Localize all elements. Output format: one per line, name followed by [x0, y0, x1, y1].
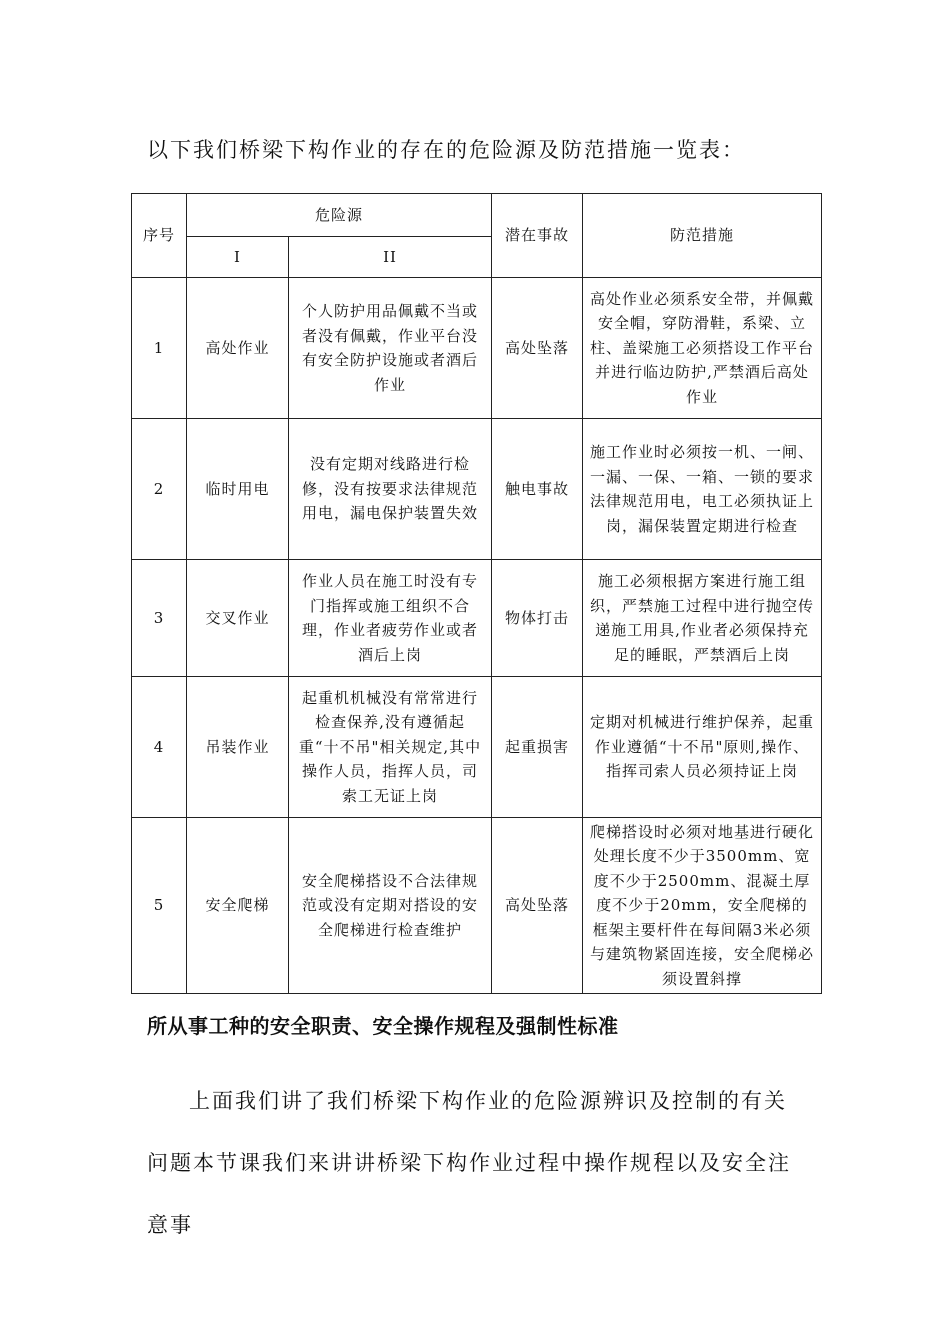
table-row [132, 278, 822, 419]
table-row [132, 419, 822, 560]
header-hazard-1: I [187, 237, 289, 278]
row-hazard: 没有定期对线路进行检修，没有按要求法律规范用电，漏电保护装置失效 [289, 419, 492, 560]
table-row [132, 677, 822, 818]
table-row [132, 560, 822, 677]
row-accident: 物体打击 [492, 560, 583, 677]
row-measures: 高处作业必须系安全带，并佩戴安全帽，穿防滑鞋，系梁、立柱、盖梁施工必须搭设工作平台并进行临边防护,严禁酒后高处作业 [583, 278, 822, 419]
row-hazard: 作业人员在施工时没有专门指挥或施工组织不合理，作业者疲劳作业或者酒后上岗 [289, 560, 492, 677]
row-measures: 定期对机械进行维护保养，起重作业遵循“十不吊"原则,操作、指挥司索人员必须持证上岗 [583, 677, 822, 818]
row-measures: 施工作业时必须按一机、一闸、一漏、一保、一箱、一锁的要求法律规范用电，电工必须执证上岗，漏保装置定期进行检查 [583, 419, 822, 560]
row-hazard: 个人防护用品佩戴不当或者没有佩戴，作业平台没有安全防护设施或者酒后作业 [289, 278, 492, 419]
row-hazard: 起重机机械没有常常进行检查保养,没有遵循起重“十不吊"相关规定,其中操作人员，指挥人员，司索工无证上岗 [289, 677, 492, 818]
row-category: 吊装作业 [187, 677, 289, 818]
row-index: 4 [132, 677, 187, 818]
header-accident: 潜在事故 [492, 194, 583, 278]
row-index: 2 [132, 419, 187, 560]
row-category: 安全爬梯 [187, 818, 289, 994]
row-index: 5 [132, 818, 187, 994]
header-hazard-2: II [289, 237, 492, 278]
row-index: 1 [132, 278, 187, 419]
header-index: 序号 [132, 194, 187, 278]
row-category: 临时用电 [187, 419, 289, 560]
intro-text: 以下我们桥梁下构作业的存在的危险源及防范措施一览表： [147, 138, 745, 162]
table-row [132, 818, 822, 994]
row-accident: 高处坠落 [492, 818, 583, 994]
row-index: 3 [132, 560, 187, 677]
row-accident: 高处坠落 [492, 278, 583, 419]
row-category: 交叉作业 [187, 560, 289, 677]
row-measures: 爬梯搭设时必须对地基进行硬化处理长度不少于3500mm、宽度不少于2500mm、混凝土厚度不少于20mm，安全爬梯的框架主要杆件在每间隔3米必须与建筑物紧固连接，安全爬梯必须设置斜撑 [583, 818, 822, 994]
row-accident: 起重损害 [492, 677, 583, 818]
row-accident: 触电事故 [492, 419, 583, 560]
section-heading: 所从事工种的安全职责、安全操作规程及强制性标准 [147, 1014, 619, 1038]
row-hazard: 安全爬梯搭设不合法律规范或没有定期对搭设的安全爬梯进行检查维护 [289, 818, 492, 994]
row-measures: 施工必须根据方案进行施工组织，严禁施工过程中进行抛空传递施工用具,作业者必须保持充足的睡眠，严禁酒后上岗 [583, 560, 822, 677]
header-hazard-group: 危险源 [187, 194, 492, 237]
header-measures: 防范措施 [583, 194, 822, 278]
table-header-row [132, 194, 822, 237]
row-category: 高处作业 [187, 278, 289, 419]
hazard-table [131, 193, 822, 994]
body-paragraph: 上面我们讲了我们桥梁下构作业的危险源辨识及控制的有关问题本节课我们来讲讲桥梁下构作业过程中操作规程以及安全注意事 [147, 1089, 791, 1237]
